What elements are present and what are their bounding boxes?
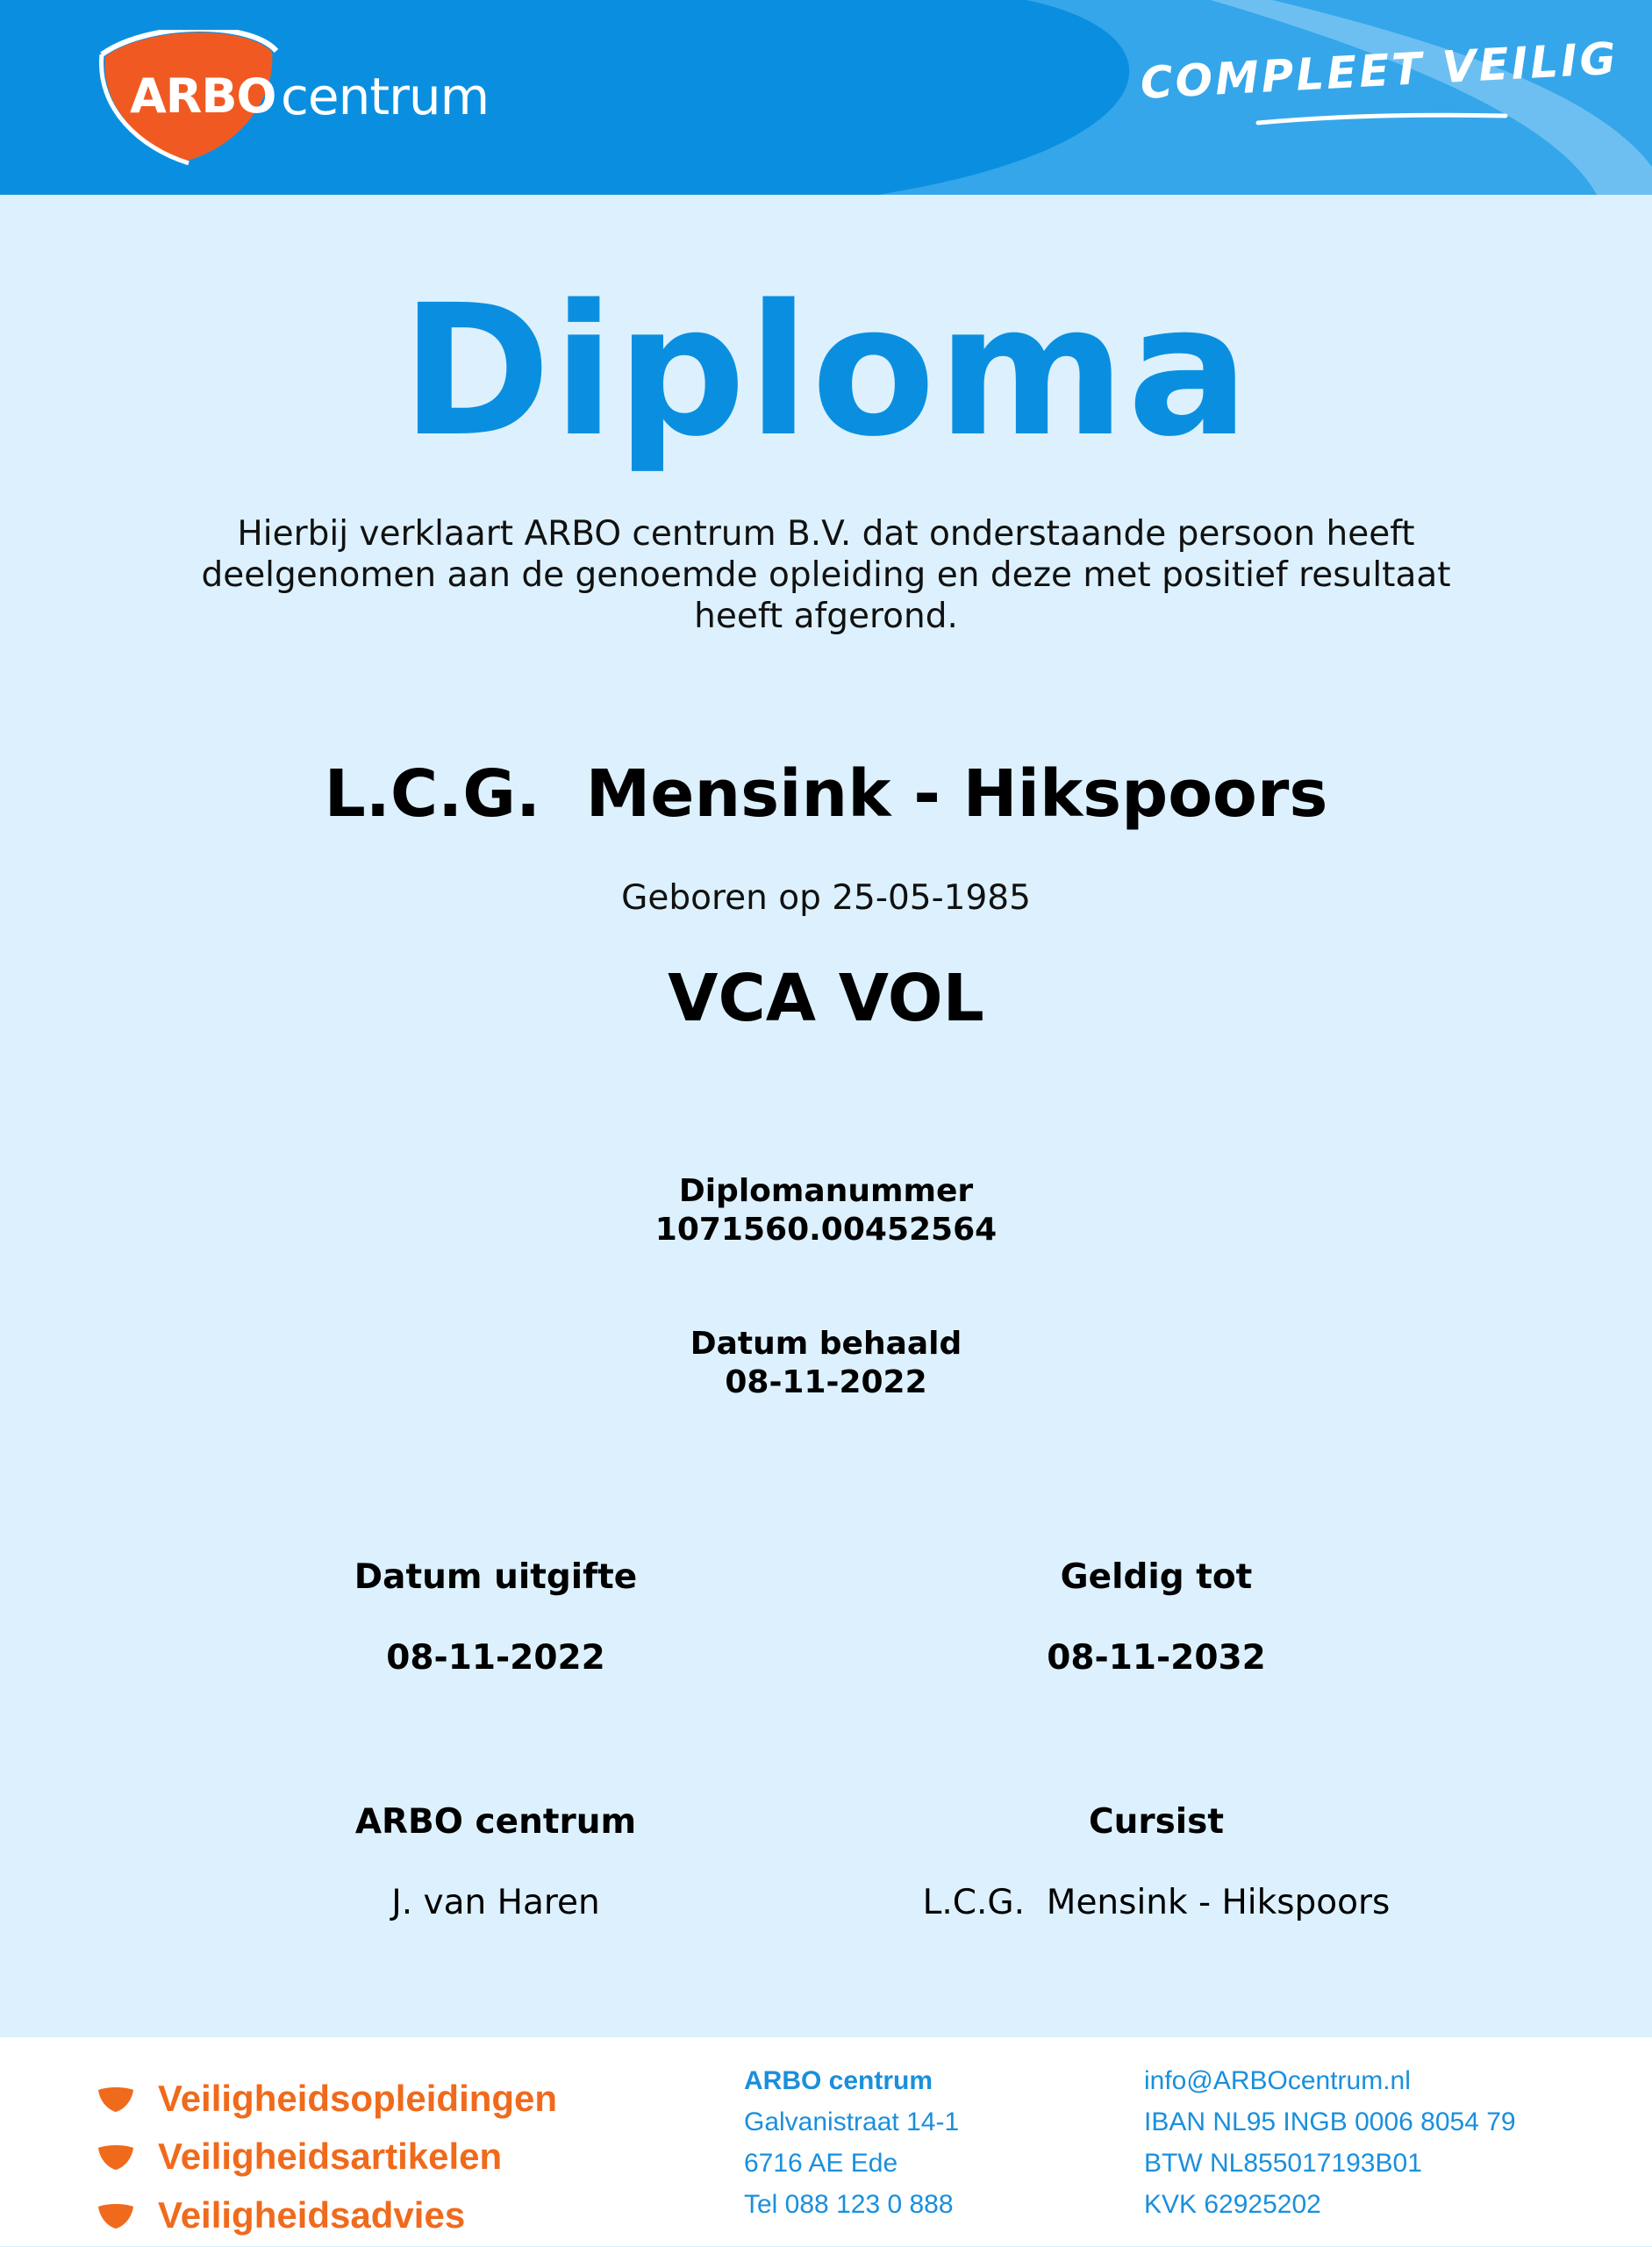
company-btw: BTW NL855017193B01 [1144, 2149, 1422, 2178]
geldig-tot-label: Geldig tot [1060, 1557, 1253, 1597]
service-label: Veiligheidsadvies [158, 2194, 466, 2236]
company-name: ARBO centrum [744, 2066, 933, 2095]
logo-centrum-text: centrum [281, 67, 490, 126]
company-city: 6716 AE Ede [744, 2149, 898, 2178]
company-iban: IBAN NL95 INGB 0006 8054 79 [1144, 2107, 1516, 2136]
signatory-org-name: J. van Haren [391, 1883, 600, 1922]
shield-bullet-icon [97, 2203, 135, 2229]
diplomanummer-block [0, 1172, 1652, 1249]
company-street: Galvanistraat 14-1 [744, 2107, 960, 2136]
company-address [744, 2060, 959, 2225]
datum-uitgifte-value: 08-11-2022 [386, 1638, 605, 1678]
arbo-centrum-logo [97, 30, 518, 170]
signatory-org-block [162, 1801, 829, 1924]
service-label: Veiligheidsartikelen [158, 2136, 503, 2177]
company-email: info@ARBOcentrum.nl [1144, 2066, 1411, 2095]
company-phone: Tel 088 123 0 888 [744, 2190, 954, 2219]
birth-date: Geboren op 25-05-1985 [621, 878, 1031, 918]
datum-behaald-label: Datum behaald [690, 1326, 962, 1362]
header-banner [0, 0, 1652, 195]
datum-uitgifte-label: Datum uitgifte [354, 1557, 638, 1597]
geldig-tot-block [823, 1556, 1490, 1679]
person-name: L.C.G. Mensink - Hikspoors [324, 756, 1328, 832]
signatory-org-label: ARBO centrum [354, 1802, 637, 1842]
course-name: VCA VOL [668, 961, 984, 1036]
signatory-student-label: Cursist [1088, 1802, 1225, 1842]
diplomanummer-value: 1071560.00452564 [654, 1212, 998, 1248]
diplomanummer-label: Diplomanummer [678, 1173, 974, 1209]
slogan: COMPLEET VEILIG [1139, 32, 1620, 109]
shield-bullet-icon [97, 2144, 135, 2171]
datum-uitgifte-block [162, 1556, 829, 1679]
signatory-student-block [823, 1801, 1490, 1924]
slogan-underline-icon [1255, 111, 1509, 128]
signatory-student-name: L.C.G. Mensink - Hikspoors [922, 1883, 1391, 1922]
datum-behaald-value: 08-11-2022 [725, 1364, 927, 1400]
service-label: Veiligheidsopleidingen [158, 2078, 558, 2119]
company-contact [1144, 2060, 1516, 2225]
intro-text: Hierbij verklaart ARBO centrum B.V. dat onderstaande persoon heeft deelgenomen aan de genoemde opleiding en deze met positief resultaat heeft afgerond. [201, 514, 1451, 636]
shield-bullet-icon [97, 2086, 135, 2113]
datum-behaald-block [0, 1325, 1652, 1402]
diploma-title: Diploma [401, 266, 1251, 476]
company-kvk: KVK 62925202 [1144, 2190, 1321, 2219]
geldig-tot-value: 08-11-2032 [1047, 1638, 1266, 1678]
logo-arbo-text: ARBO [130, 68, 276, 124]
